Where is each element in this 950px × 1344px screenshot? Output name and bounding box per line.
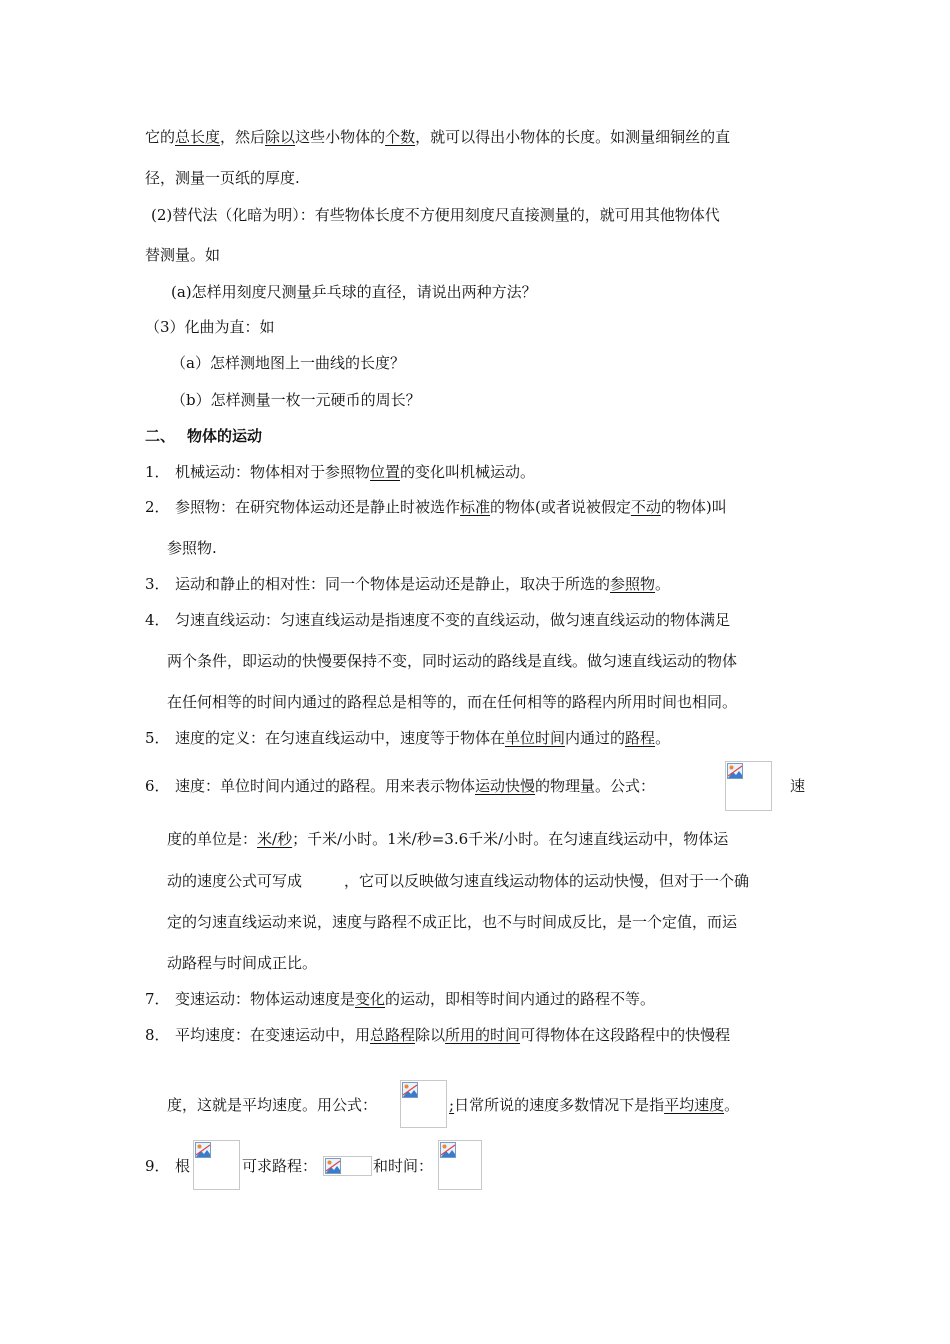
question-b-coin: （b）怎样测量一枚一元硬币的周长？ [171, 391, 421, 409]
list-item-1: 1． 机械运动：物体相对于参照物位置的变化叫机械运动。 [145, 463, 536, 481]
list-item-3: 3． 运动和静止的相对性：同一个物体是运动还是静止，取决于所选的参照物。 [145, 575, 671, 593]
broken-image-icon [727, 763, 743, 779]
para-line-2: 径，测量一页纸的厚度. [145, 169, 300, 187]
formula-image-1 [193, 1140, 240, 1190]
list-item-9-path: 可求路程： [242, 1157, 318, 1175]
list-item-6: 6． 速度：单位时间内通过的路程。用来表示物体运动快慢的物理量。公式： [145, 777, 656, 795]
formula-speed-image [725, 761, 772, 811]
para-line-1: 它的总长度，然后除以这些小物体的个数，就可以得出小物体的长度。如测量细铜丝的直 [145, 128, 731, 146]
list-item-7: 7． 变速运动：物体运动速度是变化的运动，即相等时间内通过的路程不等。 [145, 990, 656, 1008]
list-item-8: 8． 平均速度：在变速运动中，用总路程除以所用的时间可得物体在这段路程中的快慢程 [145, 1026, 731, 1044]
list-item-9-time: 和时间： [373, 1157, 434, 1175]
para-substitution-cont: 替测量。如 [145, 246, 221, 264]
list-item-9: 9． 根 [145, 1157, 191, 1175]
list-item-6-tail: 速 [790, 777, 806, 795]
list-item-6-line-5: 动路程与时间成正比。 [167, 954, 318, 972]
broken-image-icon [440, 1142, 456, 1158]
list-item-8-line-2b: ;日常所说的速度多数情况下是指平均速度。 [449, 1096, 740, 1114]
list-item-4: 4． 匀速直线运动：匀速直线运动是指速度不变的直线运动，做匀速直线运动的物体满足 [145, 611, 731, 629]
list-item-2: 2． 参照物：在研究物体运动还是静止时被选作标准的物体(或者说被假定不动的物体)叫 [145, 498, 727, 516]
para-substitution: (2)替代法（化暗为明）：有些物体长度不方便用刻度尺直接测量的，就可用其他物体代 [151, 206, 720, 224]
broken-image-icon [325, 1158, 341, 1174]
formula-image-3 [438, 1140, 482, 1190]
list-item-4-line-2: 两个条件，即运动的快慢要保持不变，同时运动的路线是直线。做匀速直线运动的物体 [167, 652, 738, 670]
list-item-5: 5． 速度的定义：在匀速直线运动中，速度等于物体在单位时间内通过的路程。 [145, 729, 671, 747]
question-a-pingpong: (a)怎样用刻度尺测量乒乓球的直径，请说出两种方法？ [171, 283, 537, 301]
formula-average-speed-image [400, 1080, 447, 1128]
question-a-map: （a）怎样测地图上一曲线的长度？ [171, 354, 405, 372]
section-heading: 二、 物体的运动 [145, 427, 263, 445]
broken-image-icon [195, 1142, 211, 1158]
list-item-2-cont: 参照物. [167, 539, 217, 557]
formula-image-2 [323, 1156, 372, 1176]
broken-image-icon [402, 1082, 418, 1098]
list-item-6-line-4: 定的匀速直线运动来说，速度与路程不成正比，也不与时间成反比，是一个定值，而运 [167, 913, 738, 931]
list-item-4-line-3: 在任何相等的时间内通过的路程总是相等的，而在任何相等的路程内所用时间也相同。 [167, 693, 738, 711]
list-item-6-line-2: 度的单位是：米/秒；千米/小时。1米/秒=3.6千米/小时。在匀速直线运动中，物体运 [167, 830, 729, 848]
list-item-8-line-2a: 度，这就是平均速度。用公式： [167, 1096, 378, 1114]
list-item-6-line-3: 动的速度公式可写成 ，它可以反映做匀速直线运动物体的运动快慢，但对于一个确 [167, 872, 750, 890]
para-curve-to-straight: （3）化曲为直：如 [145, 318, 275, 336]
